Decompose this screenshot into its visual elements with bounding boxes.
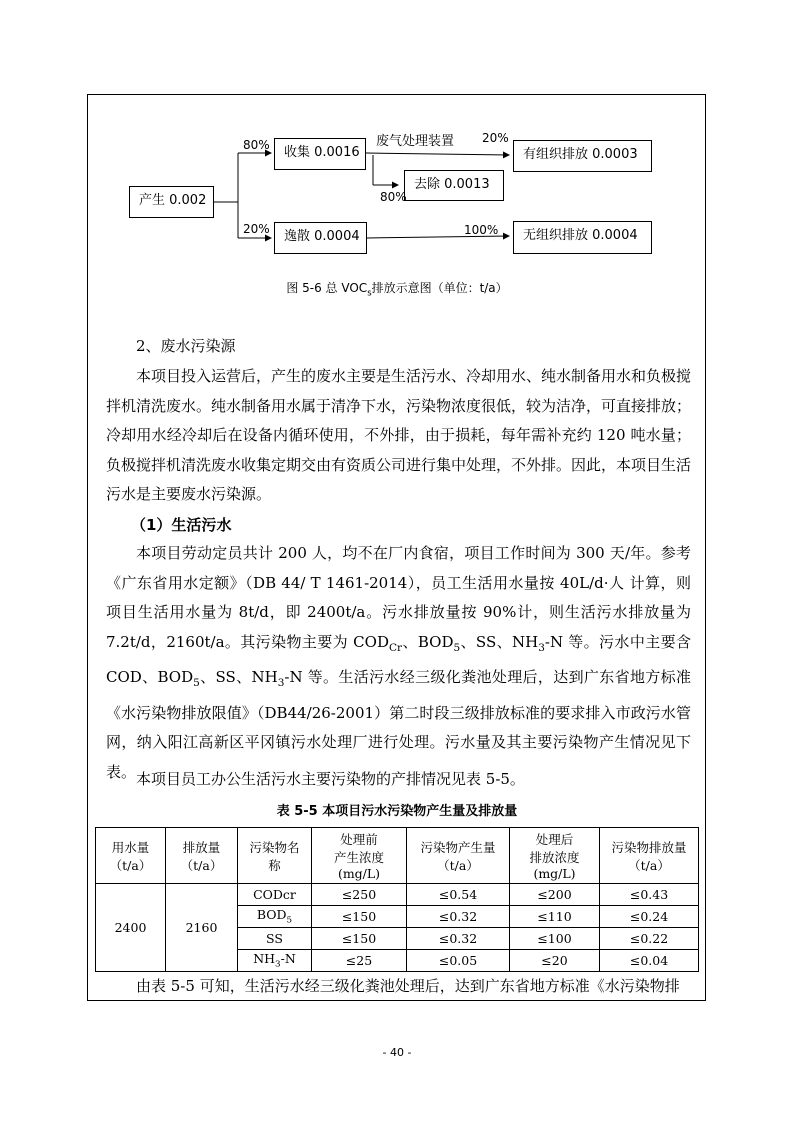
collect-box: 收集 0.0016 [274,138,366,170]
organized-emission-box: 有组织排放 0.0003 [513,140,652,172]
cell-after: ≤20 [510,950,600,972]
figure-caption: 图 5-6 总 $VOC_s$排放示意图（单位：t/a） [286,281,508,298]
cell-after: ≤200 [510,884,600,906]
cell-before: ≤150 [312,906,407,928]
cell-produced: ≤0.54 [407,884,510,906]
pollutant-table [95,827,699,972]
cell-emitted: ≤0.24 [600,906,699,928]
remove-box: 去除 0.0013 [404,170,504,201]
remove-percent: 80% [380,190,407,204]
escape-box: 逸散 0.0004 [274,222,367,254]
cell-discharge: 2160 [166,884,238,972]
closing-paragraph: 由表 5-5 可知，生活污水经三级化粪池处理后，达到广东省地方标准《水污染物排 [136,977,680,995]
organized-percent: 20% [482,131,509,145]
table-title: 表 5-5 本项目污水污染物产生量及排放量 [276,804,518,819]
cell-produced: ≤0.05 [407,950,510,972]
subsection-title: （1）生活污水 [131,516,232,534]
cell-emitted: ≤0.22 [600,928,699,950]
cell-pollutant: $NH_3-N$ [238,950,312,972]
cell-before: ≤150 [312,928,407,950]
cell-emitted: ≤0.43 [600,884,699,906]
collect-percent: 80% [243,138,270,152]
table-row [96,884,699,906]
cell-pollutant: CODcr [238,884,312,906]
domestic-sewage-paragraph: 本项目劳动定员共计 200 人，均不在厂内食宿，项目工作时间为 300 天/年。参考《广东省用水定额》（DB 44/ T 1461-2014），员工生活用水量按 40L/d·人 计算，则项目生活用水量为 8t/d，即 2400t/a。污水排放量按 90%计，则生活污水排放量为 7.2t/d，2160t/a。其污染物主要为 $COD_{Cr}$、$BOD_5$、SS、$NH_3-N$ 等。污水中主要含 COD、$BOD_5$、SS、$NH_3-N$ 等。生活污水经三级化粪池处理后，达到广东省地方标准《水污染物排放限值》（DB44/26-2001）第二时段三级排放标准的要求排入市政污水管网，纳入阳江高新区平冈镇污水处理厂进行处理。污水量及其主要污染物产生情况见下表。 [106,544,691,781]
wastewater-paragraph: 本项目投入运营后，产生的废水主要是生活污水、冷却用水、纯水制备用水和负极搅拌机清洗废水。纯水制备用水属于清净下水，污染物浓度很低，较为洁净，可直接排放；冷却用水经冷却后在设备内循环使用，不外排，由于损耗，每年需补充约 120 吨水量；负极搅拌机清洗废水收集定期交由有资质公司进行集中处理，不外排。因此，本项目生活污水是主要废水污染源。 [106,367,692,503]
page-number: - 40 - [382,1046,412,1059]
cell-produced: ≤0.32 [407,928,510,950]
cell-after: ≤100 [510,928,600,950]
cell-produced: ≤0.32 [407,906,510,928]
unorganized-emission-box: 无组织排放 0.0004 [513,221,652,254]
cell-before: ≤25 [312,950,407,972]
cell-pollutant: SS [238,928,312,950]
section-title: 2、废水污染源 [136,337,236,355]
table-reference-paragraph: 本项目员工办公生活污水主要污染物的产排情况见表 5-5。 [136,770,525,788]
header-emitted: 污染物排放量 （t/a） [600,828,699,884]
cell-after: ≤110 [510,906,600,928]
header-discharge: 排放量 （t/a） [166,828,238,884]
cell-before: ≤250 [312,884,407,906]
table-header-row [96,828,699,884]
header-conc-before: 处理前 产生浓度 (mg/L) [312,828,407,884]
header-produced: 污染物产生量 （t/a） [407,828,510,884]
header-conc-after: 处理后 排放浓度 (mg/L) [510,828,600,884]
cell-water-use: 2400 [96,884,166,972]
unorganized-percent: 100% [464,223,499,237]
produce-box: 产生 0.002 [129,186,214,218]
header-pollutant: 污染物名 称 [238,828,312,884]
header-water-use: 用水量 （t/a） [96,828,166,884]
cell-pollutant: $BOD_5$ [238,906,312,928]
cell-emitted: ≤0.04 [600,950,699,972]
escape-percent: 20% [243,222,270,236]
treatment-device-label: 废气处理装置 [376,134,455,149]
